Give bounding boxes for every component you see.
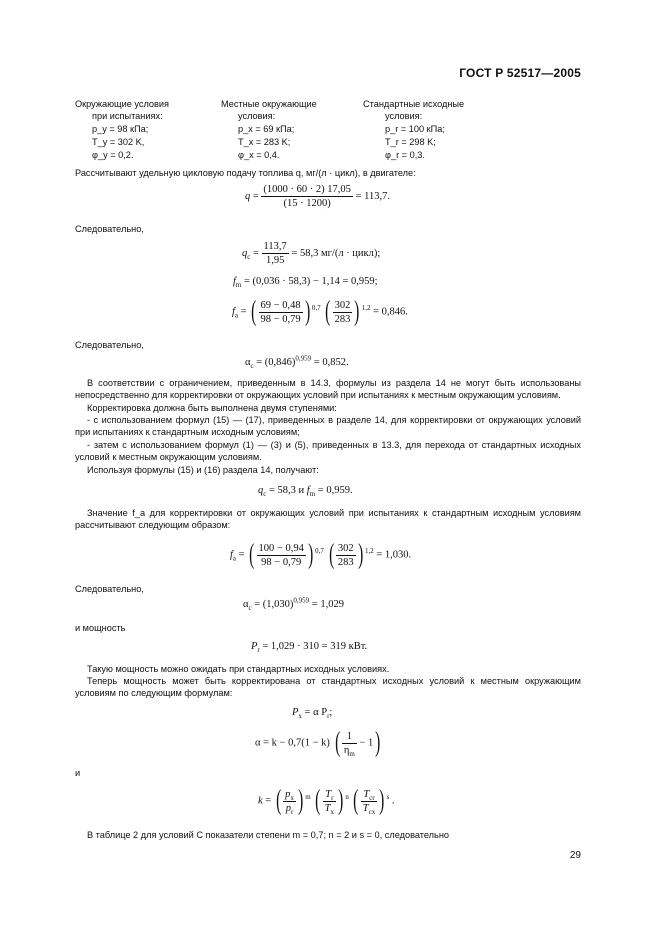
para-fa-value: Значение f_a для корректировки от окружающих условий при испытаниях к стандартным исходным условиям рассчитывают следующим образом: (75, 508, 581, 530)
formula-alpha-c-2-base: = (1,030) (254, 599, 294, 610)
formula-power-r-body: = 1,029 · 310 = 319 кВт. (262, 641, 368, 652)
formula-q-result: = 113,7. (355, 190, 390, 202)
formula-alpha-c-1-exp: 0,959 (295, 354, 312, 363)
formula-q: q = $\frac{(1000 \cdot 60 \cdot 2) 17,05}{(15 \cdot 1200)}$ = 113,7. (245, 184, 390, 209)
formula-alpha-den: η (343, 744, 350, 756)
cond-col1-l3: φ_y = 0,2. (92, 150, 134, 160)
formula-alpha-c-2: $\alpha_c = (1,030)^{0,959} = 1,029$ (243, 596, 344, 613)
cond-col3-l1: p_r = 100 кПа; (385, 124, 445, 134)
label-and: и (75, 768, 81, 778)
cond-col1-title2: при испытаниях: (92, 111, 163, 121)
cond-col1-l2: T_y = 302 K, (92, 137, 145, 147)
para-two-steps: Корректировка должна быть выполнена двумя ступенями: (87, 403, 337, 413)
cond-col1-title1: Окружающие условия (75, 99, 170, 109)
formula-alpha-c-2-exp: 0,959 (293, 596, 310, 605)
formula-power-r: $P_r = 1,029 \cdot 310 = 319$ кВт. (251, 641, 368, 655)
para-using-formulas: Используя формулы (15) и (16) раздела 14, получают: (87, 465, 319, 475)
para-restriction: В соответствии с ограничением, приведенным в 14.3, формулы из раздела 14 не могут быть использованы непосредственно для корректировки от окружающих условий при испытаниях к местным окружающим условиям. (75, 378, 581, 400)
formula-k: k = ( $\frac{p_x}{p_r}$ ) $^m$ ( $\frac{T_r}{T_x}$ ) $^n$ ( $\frac{T_{cr}}{T_{cx}}$ ) $^s$ . (258, 785, 395, 816)
formula-alpha-c-1-result: = 0,852. (313, 357, 349, 368)
formula-alpha-num: 1 (342, 730, 357, 744)
cond-col3-title2: условия: (385, 111, 423, 121)
cond-col2-l2: T_x = 283 K; (238, 137, 291, 147)
formula-fa-den2: 283 (334, 313, 351, 325)
formula-fa2-num2: 302 (337, 542, 354, 554)
formula-qc-fm: $q_c = 58,3$ и $f_m = 0,959$. (258, 485, 353, 499)
label-therefore-3: Следовательно, (75, 584, 144, 594)
cond-col3-l3: φ_r = 0,3. (385, 150, 425, 160)
cond-col1-l1: p_y = 98 кПа; (92, 124, 149, 134)
para-correct-power: Теперь мощность может быть корректирована от стандартных исходных условий к местным окружающим условиям по следующим формулам: (75, 676, 581, 698)
cond-col2-title2: условия: (238, 111, 276, 121)
formula-fa-num1: 69 − 0,48 (260, 299, 301, 311)
formula-q-den: (15 · 1200) (283, 198, 331, 209)
formula-fa-num2: 302 (334, 299, 351, 311)
para-step-1: - с использованием формул (15) — (17), приведенных в разделе 14, для корректировки от окружающих условий при испытаниях к стандартным исходным условиям; (75, 415, 581, 437)
formula-k-den3: T (362, 802, 369, 814)
formula-power-x-body: = α P (304, 707, 328, 718)
formula-fa2-den1: 98 − 0,79 (261, 556, 302, 568)
formula-qc2: = 58,3 и (268, 485, 307, 496)
cond-col2-l3: φ_x = 0,4. (238, 150, 280, 160)
formula-q-num: (1000 · 60 · 2) 17,05 (263, 184, 351, 195)
para-step-2: - затем с использованием формул (1) — (3) и (5), приведенных в 13.3, для перехода от стандартных исходных условий к местным окружающим условиям. (75, 440, 581, 462)
formula-power-x: $P_x = \alpha$ $P_r$; (292, 707, 333, 721)
cond-col3-l2: T_r = 298 K; (385, 137, 436, 147)
formula-fa-den1: 98 − 0,79 (260, 313, 301, 325)
formula-fa2-exp2: 1,2 (364, 546, 374, 555)
formula-fa2-den2: 283 (337, 556, 354, 568)
cond-col3-title1: Стандартные исходные (363, 99, 465, 109)
formula-k-den1: p (285, 802, 291, 814)
page-number: 29 (569, 850, 581, 861)
formula-fa-exp1: 0,7 (311, 303, 321, 312)
formula-qc-result: = 58,3 мг/(л · цикл); (291, 247, 381, 259)
formula-fa: $f_a$ = ( $\frac{69 - 0,48}{98 - 0,79}$ ) $^{0,7}$ ( $\frac{302}{283}$ ) $^{1,2}$ = 0,846. (232, 296, 408, 327)
formula-fa2-result: = 1,030. (376, 549, 412, 561)
formula-fa-result: = 0,846. (373, 306, 408, 318)
formula-alpha: α = k − 0,7(1 − k) ( $\frac{1}{\eta_m}$ − 1) (255, 727, 381, 758)
formula-fm-body: = (0,036 · 58,3) − 1,14 = 0,959; (244, 276, 378, 287)
formula-k-den2: T (324, 802, 331, 814)
formula-k-num3: T (363, 788, 370, 800)
formula-k-num2: T (325, 788, 332, 800)
formula-fa2-num1: 100 − 0,94 (258, 542, 304, 554)
label-therefore-2: Следовательно, (75, 340, 144, 350)
formula-qc: $q_c$ = $\frac{113,7}{1,95}$ = 58,3 мг/(л · цикл); (242, 241, 381, 266)
formula-fm2: = 0,959. (317, 485, 353, 496)
cond-col2-l1: p_x = 69 кПа; (238, 124, 295, 134)
formula-alpha-c-1: $\alpha_c = (0,846)^{0,959} = 0,852$. (245, 354, 349, 371)
label-and-power: и мощность (75, 623, 126, 633)
formula-fa2-exp1: 0,7 (315, 546, 324, 555)
formula-alpha-body: = k − 0,7(1 − k) (263, 737, 330, 749)
formula-qc-den: 1,95 (265, 255, 285, 266)
formula-k-num1: p (285, 788, 291, 800)
formula-fa-exp2: 1,2 (361, 303, 371, 312)
formula-fm: $f_m = (0,036 \cdot 58,3) - 1,14 = 0,959$; (233, 276, 378, 290)
label-therefore-1: Следовательно, (75, 224, 144, 234)
formula-qc-num: 113,7 (263, 241, 287, 252)
standard-header: ГОСТ Р 52517—2005 (459, 66, 581, 80)
para-fuel-intro: Рассчитывают удельную цикловую подачу топлива q, мг/(л · цикл), в двигателе: (75, 168, 416, 178)
formula-alpha-c-2-result: = 1,029 (311, 599, 344, 610)
cond-col2-title1: Местные окружающие (221, 99, 317, 109)
para-expected-power: Такую мощность можно ожидать при стандартных исходных условиях. (87, 664, 390, 674)
formula-fa-2: $f_a$ = ( $\frac{100 - 0,94}{98 - 0,79}$ ) $^{0,7}$ ( $\frac{302}{283}$ ) $^{1,2}$ = 1,030. (230, 539, 412, 570)
para-table-2: В таблице 2 для условий С показатели степени m = 0,7; n = 2 и s = 0, следовательно (87, 830, 450, 840)
formula-alpha-c-1-base: = (0,846) (256, 357, 296, 368)
